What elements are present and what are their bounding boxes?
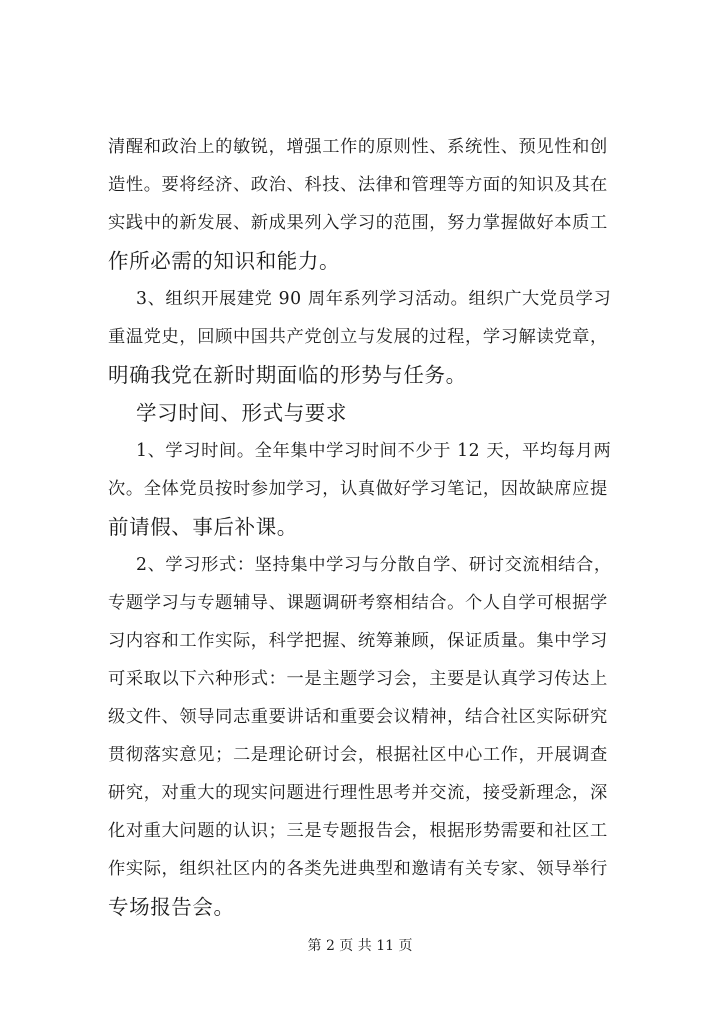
text-line: 研究，对重大的现实问题进行理性思考并交流，接受新理念，深 [108, 783, 608, 803]
text-line: 次。全体党员按时参加学习，认真做好学习笔记，因故缺席应提 [108, 479, 608, 499]
text-line: 化对重大问题的认识；三是专题报告会，根据形势需要和社区工 [108, 821, 608, 841]
text-line: 2、学习形式：坚持集中学习与分散自学、研讨交流相结合， [136, 555, 612, 575]
text-line: 造性。要将经济、政治、科技、法律和管理等方面的知识及其在 [108, 175, 608, 195]
text-line: 清醒和政治上的敏锐，增强工作的原则性、系统性、预见性和创 [108, 137, 608, 157]
page-number-footer: 第 2 页 共 11 页 [307, 938, 413, 954]
text-line: 实践中的新发展、新成果列入学习的范围，努力掌握做好本质工 [108, 213, 608, 233]
text-line: 级文件、领导同志重要讲话和重要会议精神，结合社区实际研究 [108, 707, 608, 727]
text-line: 3、组织开展建党 90 周年系列学习活动。组织广大党员学习 [136, 289, 612, 309]
text-line: 习内容和工作实际，科学把握、统筹兼顾，保证质量。集中学习 [108, 631, 608, 651]
text-line: 前请假、事后补课。 [108, 515, 298, 539]
text-line: 作所必需的知识和能力。 [108, 249, 341, 273]
text-line: 可采取以下六种形式：一是主题学习会，主要是认真学习传达上 [108, 669, 608, 689]
text-line: 重温党史，回顾中国共产党创立与发展的过程，学习解读党章， [108, 327, 608, 347]
text-line: 专场报告会。 [108, 895, 235, 919]
text-line: 作实际，组织社区内的各类先进典型和邀请有关专家、领导举行 [108, 859, 608, 879]
text-line: 专题学习与专题辅导、课题调研考察相结合。个人自学可根据学 [108, 593, 608, 613]
section-heading: 学习时间、形式与要求 [136, 401, 347, 425]
text-line: 1、学习时间。全年集中学习时间不少于 12 天，平均每月两 [136, 441, 612, 461]
text-line: 贯彻落实意见；二是理论研讨会，根据社区中心工作，开展调查 [108, 745, 608, 765]
text-line: 明确我党在新时期面临的形势与任务。 [108, 363, 467, 387]
